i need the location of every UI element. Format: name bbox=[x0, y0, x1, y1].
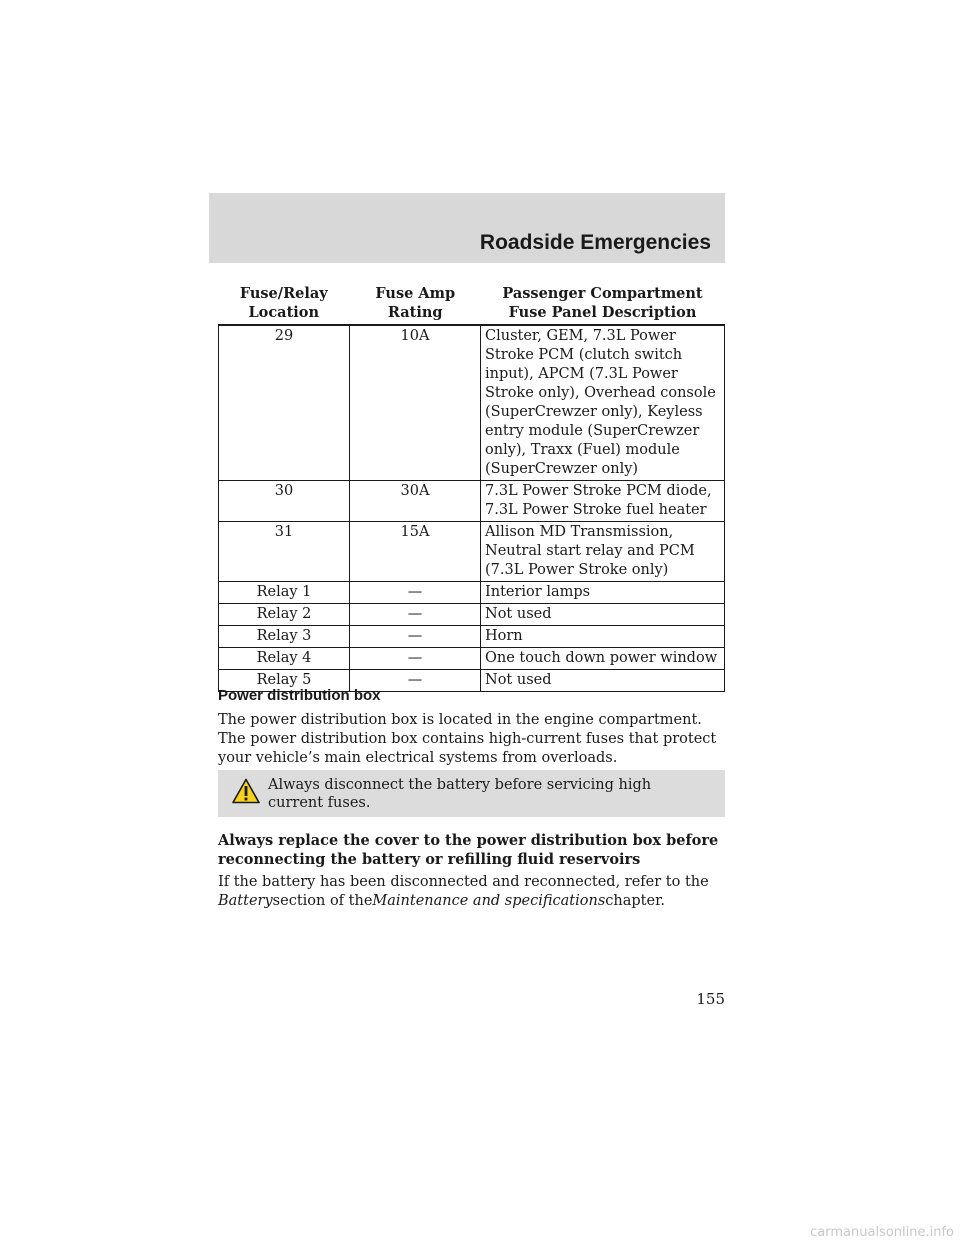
cell-rating: — bbox=[350, 648, 481, 670]
table-row bbox=[219, 325, 725, 481]
cell-location: 30 bbox=[219, 481, 350, 522]
cell-rating: — bbox=[350, 604, 481, 626]
table-row bbox=[219, 582, 725, 604]
cell-location: Relay 3 bbox=[219, 626, 350, 648]
cell-description: Not used bbox=[481, 670, 725, 692]
battery-paragraph-end: chapter. bbox=[605, 893, 666, 909]
table-row bbox=[219, 522, 725, 582]
chapter-title: Roadside Emergencies bbox=[479, 231, 711, 254]
cell-rating: 30A bbox=[350, 481, 481, 522]
cell-description: Not used bbox=[481, 604, 725, 626]
battery-paragraph-middle: section of the bbox=[272, 893, 373, 909]
page-number: 155 bbox=[696, 990, 725, 1008]
warning-box bbox=[218, 770, 725, 817]
column-header-rating: Fuse Amp Rating bbox=[350, 283, 481, 325]
battery-paragraph-start: If the battery has been disconnected and reconnected, refer to the bbox=[218, 874, 709, 890]
cell-description: 7.3L Power Stroke PCM diode, 7.3L Power Stroke fuel heater bbox=[481, 481, 725, 522]
table-row bbox=[219, 481, 725, 522]
fuse-table bbox=[218, 283, 725, 692]
cell-location: 29 bbox=[219, 325, 350, 481]
cell-rating: 15A bbox=[350, 522, 481, 582]
cell-rating: — bbox=[350, 626, 481, 648]
chapter-reference: Maintenance and specifications bbox=[372, 893, 606, 909]
cell-description: Allison MD Transmission, Neutral start relay and PCM (7.3L Power Stroke only) bbox=[481, 522, 725, 582]
cell-location: Relay 1 bbox=[219, 582, 350, 604]
column-header-description: Passenger Compartment Fuse Panel Description bbox=[481, 283, 725, 325]
site-watermark: carmanualsonline.info bbox=[810, 1225, 954, 1240]
cell-description: Horn bbox=[481, 626, 725, 648]
warning-triangle-icon bbox=[232, 778, 260, 804]
warning-text: Always disconnect the battery before servicing high current fuses. bbox=[268, 777, 652, 811]
table-row bbox=[219, 626, 725, 648]
cell-rating: — bbox=[350, 670, 481, 692]
cell-location: Relay 2 bbox=[219, 604, 350, 626]
cell-description: One touch down power window bbox=[481, 648, 725, 670]
cell-location: Relay 4 bbox=[219, 648, 350, 670]
battery-paragraph bbox=[218, 873, 718, 911]
chapter-header-band bbox=[209, 193, 725, 263]
table-row bbox=[219, 648, 725, 670]
cell-rating: 10A bbox=[350, 325, 481, 481]
table-header-row bbox=[219, 283, 725, 325]
cell-description: Cluster, GEM, 7.3L Power Stroke PCM (clutch switch input), APCM (7.3L Power Stroke only), Overhead console (SuperCrewzer only), Keyless entry module (SuperCrewzer only), Traxx (Fuel) module (SuperCrewzer only) bbox=[481, 325, 725, 481]
table-row bbox=[219, 604, 725, 626]
battery-reference: Battery bbox=[218, 893, 273, 909]
cell-rating: — bbox=[350, 582, 481, 604]
cover-note: Always replace the cover to the power distribution box before reconnecting the battery or refilling fluid reservoirs bbox=[218, 832, 719, 868]
section-heading: Power distribution box bbox=[218, 687, 381, 704]
column-header-location: Fuse/Relay Location bbox=[219, 283, 350, 325]
cell-location: Relay 5 bbox=[219, 670, 350, 692]
cell-description: Interior lamps bbox=[481, 582, 725, 604]
cell-location: 31 bbox=[219, 522, 350, 582]
intro-paragraph: The power distribution box is located in the engine compartment. The power distribution box contains high-current fuses that protect your vehicle’s main electrical systems from overloads. bbox=[218, 712, 717, 766]
